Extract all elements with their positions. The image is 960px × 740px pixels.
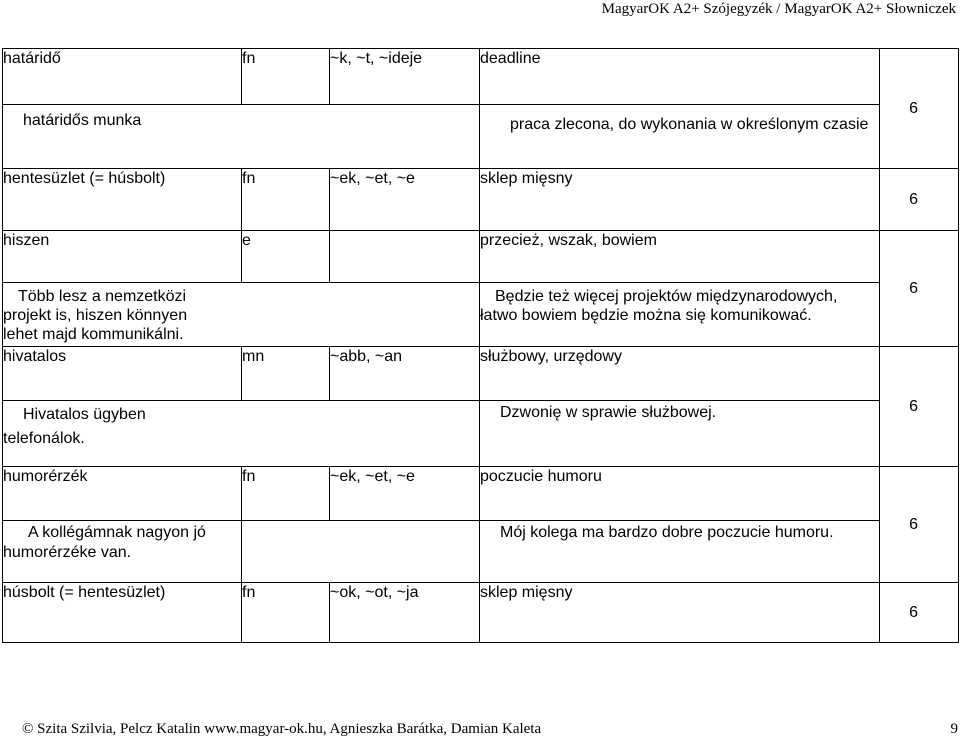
chapter-cell: 6 [880,347,959,467]
example-row [3,401,959,467]
vocabulary-table [2,48,959,643]
forms-cell: ~ek, ~et, ~e [330,467,480,521]
chapter-cell: 6 [880,169,959,231]
pos-cell: e [242,231,330,283]
chapter-cell: 6 [880,49,959,169]
translation-cell: sklep mięsny [480,169,880,231]
example-hu: határidős munka [23,112,142,129]
forms-cell: ~k, ~t, ~ideje [330,49,480,105]
forms-cell: ~ek, ~et, ~e [330,169,480,231]
translation-cell: służbowy, urzędowy [480,347,880,401]
word-cell: humorérzék [3,467,242,521]
page-number: 9 [950,721,958,737]
table-row [3,49,959,105]
translation-cell: poczucie humoru [480,467,880,521]
word-cell: hivatalos [3,347,242,401]
pos-cell: fn [242,49,330,105]
word-cell: határidő [3,49,242,105]
example-pl: Mój kolega ma bardzo dobre poczucie humoru. [480,521,880,583]
example-pl: Będzie też więcej projektów międzynarodowych, łatwo bowiem będzie można się komunikować. [480,288,838,324]
example-hu: A kollégámnak nagyon jó humorérzéke van. [3,524,206,561]
table-row [3,583,959,643]
pos-cell: fn [242,583,330,643]
table-row [3,347,959,401]
chapter-cell: 6 [880,231,959,347]
table-row [3,467,959,521]
example-row [3,105,959,169]
chapter-cell: 6 [880,467,959,583]
example-hu: Hivatalos ügyben telefonálok. [3,406,146,447]
example-hu: Több lesz a nemzetközi projekt is, hiszen könnyen lehet majd kommunikálni. [3,288,188,343]
chapter-cell: 6 [880,583,959,643]
example-row [3,283,959,347]
pos-cell: mn [242,347,330,401]
table-row [3,169,959,231]
translation-cell: sklep mięsny [480,583,880,643]
translation-cell: deadline [480,49,880,105]
word-cell: hiszen [3,231,242,283]
forms-cell: ~ok, ~ot, ~ja [330,583,480,643]
pos-cell: fn [242,169,330,231]
page-header: MagyarOK A2+ Szójegyzék / MagyarOK A2+ Słowniczek [601,1,956,17]
translation-cell: przecież, wszak, bowiem [480,231,880,283]
example-row [3,521,959,583]
pos-cell: fn [242,467,330,521]
copyright-text: © Szita Szilvia, Pelcz Katalin www.magyar-ok.hu, Agnieszka Barátka, Damian Kaleta [22,721,542,737]
word-cell: húsbolt (= hentesüzlet) [3,583,242,643]
table-row [3,231,959,283]
page-footer [22,720,958,738]
example-pl: praca zlecona, do wykonania w określonym czasie [510,116,869,133]
word-cell: hentesüzlet (= húsbolt) [3,169,242,231]
example-pl: Dzwonię w sprawie służbowej. [480,401,880,467]
forms-cell: ~abb, ~an [330,347,480,401]
forms-cell [330,231,480,283]
